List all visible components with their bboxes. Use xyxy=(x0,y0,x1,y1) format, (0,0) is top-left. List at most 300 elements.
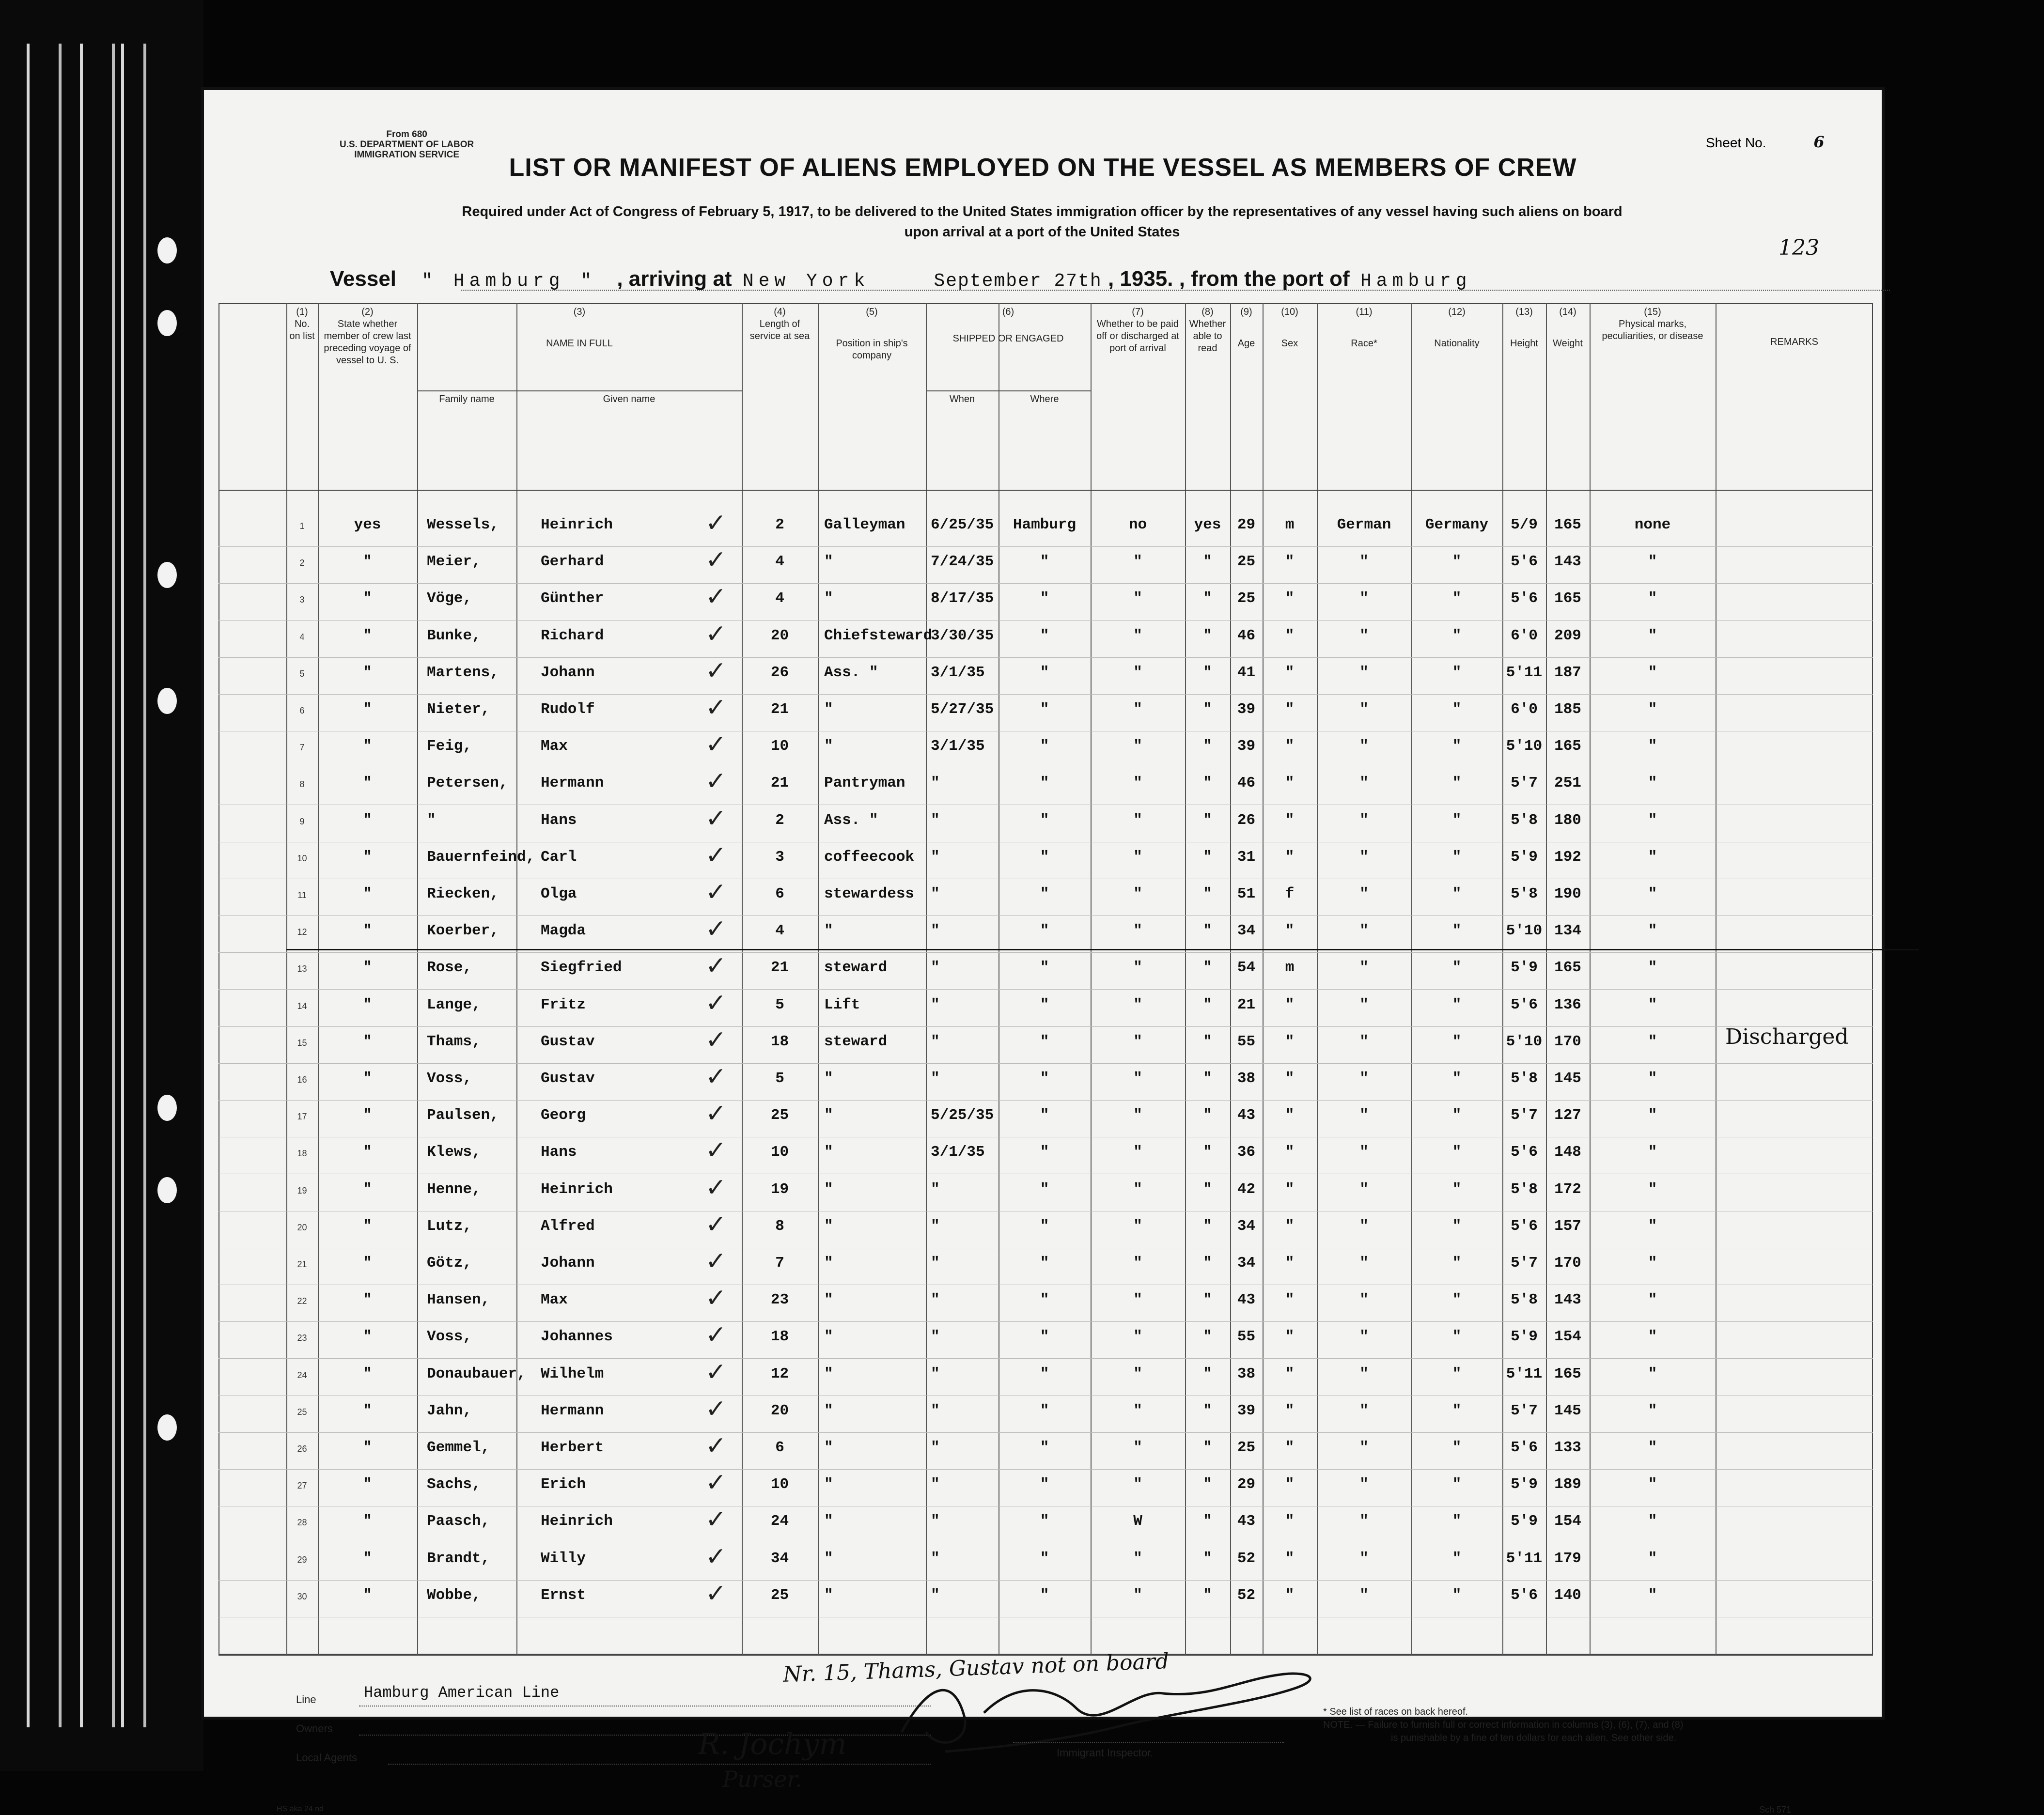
cell-paid: " xyxy=(1133,996,1142,1013)
cell-paid: " xyxy=(1133,1144,1142,1161)
cell-given: Gerhard xyxy=(541,553,604,570)
cell-paid: " xyxy=(1133,1476,1142,1493)
cell-given: Hermann xyxy=(541,775,604,791)
table-row xyxy=(204,1320,1888,1358)
cell-age: 38 xyxy=(1237,1365,1256,1382)
cell-sex: " xyxy=(1285,922,1295,939)
cell-nat: " xyxy=(1452,664,1462,681)
table-row xyxy=(204,622,1888,657)
cell-paid: " xyxy=(1133,1291,1142,1308)
table-row xyxy=(204,1247,1888,1285)
cell-where: " xyxy=(1040,1144,1049,1161)
cell-crew: " xyxy=(363,885,372,902)
cell-where: " xyxy=(1040,885,1049,902)
cell-nat: " xyxy=(1452,959,1462,976)
cell-when: 3/30/35 xyxy=(931,627,994,644)
cell-sex: m xyxy=(1285,516,1295,533)
header-height: (13) Height xyxy=(1510,307,1538,349)
cell-read: " xyxy=(1203,922,1212,939)
cell-when: " xyxy=(931,775,940,791)
punch-hole xyxy=(157,1414,177,1441)
cell-age: 41 xyxy=(1237,664,1256,681)
header-no: (1) No. on list xyxy=(289,307,315,341)
arrival-date: September 27th xyxy=(934,271,1102,292)
cell-read: " xyxy=(1203,1255,1212,1272)
cell-family: Thams, xyxy=(427,1033,481,1050)
local-agents-label: Local Agents xyxy=(296,1752,357,1764)
cell-given: Herbert xyxy=(541,1439,604,1456)
cell-crew: " xyxy=(363,627,372,644)
cell-height: 5'6 xyxy=(1511,1218,1538,1235)
cell-paid: " xyxy=(1133,1587,1142,1604)
punch-hole xyxy=(157,1095,177,1121)
cell-position: " xyxy=(824,701,833,718)
cell-family: Martens, xyxy=(427,664,499,681)
cell-height: 5'9 xyxy=(1511,1476,1538,1493)
cell-where: " xyxy=(1040,1402,1049,1419)
arrival-port: New York xyxy=(742,271,870,292)
binder-edge xyxy=(0,0,203,1771)
cell-given: Heinrich xyxy=(541,516,613,533)
cell-read: " xyxy=(1203,1144,1212,1161)
cell-given: Gustav xyxy=(541,1070,595,1087)
cell-position: " xyxy=(824,1107,833,1124)
cell-family: Riecken, xyxy=(427,885,499,902)
cell-service: 5 xyxy=(775,996,784,1013)
sheet-number-value: 6 xyxy=(1813,133,1825,151)
cell-position: Ass. " xyxy=(824,812,878,829)
cell-family: Klews, xyxy=(427,1144,481,1161)
table-row xyxy=(204,989,1888,1026)
cell-age: 43 xyxy=(1237,1513,1256,1530)
cell-age: 34 xyxy=(1237,1255,1256,1272)
table-row xyxy=(204,1397,1888,1432)
cell-paid: W xyxy=(1133,1513,1142,1530)
cell-sex: " xyxy=(1285,812,1295,829)
cell-sex: " xyxy=(1285,1439,1295,1456)
cell-nat: " xyxy=(1452,1255,1462,1272)
cell-when: " xyxy=(931,1070,940,1087)
cell-where: " xyxy=(1040,1365,1049,1382)
cell-height: 5'8 xyxy=(1511,1181,1538,1198)
cell-given: Gustav xyxy=(541,1033,595,1050)
cell-when: " xyxy=(931,1439,940,1456)
cell-height: 5'6 xyxy=(1511,590,1538,607)
cell-position: " xyxy=(824,1255,833,1272)
cell-where: " xyxy=(1040,922,1049,939)
cell-paid: " xyxy=(1133,553,1142,570)
cell-marks: " xyxy=(1648,1328,1657,1345)
cell-given: Hans xyxy=(541,812,577,829)
cell-age: 46 xyxy=(1237,775,1256,791)
vessel-name: " Hamburg " xyxy=(421,271,597,292)
check-mark: ✓ xyxy=(705,1210,727,1239)
cell-marks: " xyxy=(1648,812,1657,829)
cell-position: " xyxy=(824,1144,833,1161)
cell-race: " xyxy=(1359,959,1369,976)
cell-where: " xyxy=(1040,1181,1049,1198)
department-name: U.S. DEPARTMENT OF LABOR xyxy=(340,139,474,150)
cell-race: " xyxy=(1359,1402,1369,1419)
cell-nat: " xyxy=(1452,1291,1462,1308)
cell-age: 39 xyxy=(1237,701,1256,718)
cell-position: " xyxy=(824,553,833,570)
cell-crew: " xyxy=(363,959,372,976)
cell-height: 5'6 xyxy=(1511,553,1538,570)
cell-nat: " xyxy=(1452,1550,1462,1567)
cell-sex: " xyxy=(1285,1144,1295,1161)
cell-race: " xyxy=(1359,1070,1369,1087)
cell-given: Olga xyxy=(541,885,577,902)
cell-crew: " xyxy=(363,553,372,570)
header-sex: (10) Sex xyxy=(1281,307,1298,349)
cell-height: 5'11 xyxy=(1506,1550,1543,1567)
cell-where: " xyxy=(1040,1218,1049,1235)
table-row xyxy=(204,545,1888,583)
cell-crew: " xyxy=(363,1255,372,1272)
cell-no: 2 xyxy=(299,558,305,568)
cell-read: " xyxy=(1203,775,1212,791)
check-mark: ✓ xyxy=(705,620,727,649)
cell-weight: 127 xyxy=(1554,1107,1581,1124)
cell-read: " xyxy=(1203,664,1212,681)
cell-family: Voss, xyxy=(427,1328,472,1345)
cell-read: " xyxy=(1203,738,1212,755)
cell-family: Lange, xyxy=(427,996,481,1013)
cell-where: Hamburg xyxy=(1013,516,1077,533)
cell-given: Max xyxy=(541,1291,568,1308)
cell-when: " xyxy=(931,1255,940,1272)
page-title: LIST OR MANIFEST OF ALIENS EMPLOYED ON THE VESSEL AS MEMBERS OF CREW xyxy=(509,154,1577,182)
cell-no: 10 xyxy=(297,853,307,863)
cell-marks: " xyxy=(1648,922,1657,939)
cell-paid: " xyxy=(1133,1550,1142,1567)
cell-marks: " xyxy=(1648,1476,1657,1493)
cell-paid: " xyxy=(1133,1365,1142,1382)
cell-race: " xyxy=(1359,1218,1369,1235)
cell-family: Meier, xyxy=(427,553,481,570)
check-mark: ✓ xyxy=(705,804,727,833)
header-paid-off: (7) Whether to be paid off or discharged at port of arrival xyxy=(1096,307,1179,354)
cell-no: 22 xyxy=(297,1296,307,1306)
cell-race: " xyxy=(1359,812,1369,829)
cell-sex: " xyxy=(1285,1070,1295,1087)
vessel-line: Vessel " Hamburg " , arriving at New York September 27th , 1935. , from the port of Hamburg xyxy=(330,267,1472,292)
header-shipped: (6) SHIPPED OR ENGAGED xyxy=(952,307,1064,344)
cell-weight: 154 xyxy=(1554,1513,1581,1530)
cell-where: " xyxy=(1040,1550,1049,1567)
cell-service: 26 xyxy=(770,664,789,681)
cell-nat: " xyxy=(1452,1144,1462,1161)
table-row xyxy=(204,1468,1888,1506)
cell-crew: " xyxy=(363,664,372,681)
cell-where: " xyxy=(1040,996,1049,1013)
cell-family: Bauernfeind, xyxy=(427,849,535,866)
cell-no: 21 xyxy=(297,1259,307,1269)
cell-no: 6 xyxy=(299,706,305,715)
cell-given: Hermann xyxy=(541,1402,604,1419)
cell-height: 5'11 xyxy=(1506,664,1543,681)
cell-nat: " xyxy=(1452,590,1462,607)
cell-race: " xyxy=(1359,701,1369,718)
cell-paid: " xyxy=(1133,885,1142,902)
cell-sex: " xyxy=(1285,590,1295,607)
table-row xyxy=(204,1542,1888,1580)
table-row xyxy=(204,730,1888,768)
cell-no: 1 xyxy=(299,521,305,531)
cell-paid: " xyxy=(1133,1033,1142,1050)
header-given-name: Given name xyxy=(603,394,655,404)
cell-given: Heinrich xyxy=(541,1513,613,1530)
cell-service: 10 xyxy=(770,1476,789,1493)
cell-given: Wilhelm xyxy=(541,1365,604,1382)
cell-when: " xyxy=(931,1365,940,1382)
cell-race: " xyxy=(1359,1181,1369,1198)
cell-weight: 148 xyxy=(1554,1144,1581,1161)
cell-position: Pantryman xyxy=(824,775,905,791)
cell-crew: " xyxy=(363,775,372,791)
check-mark: ✓ xyxy=(705,841,727,870)
cell-when: 8/17/35 xyxy=(931,590,994,607)
header-age: (9) Age xyxy=(1237,307,1255,349)
cell-when: 6/25/35 xyxy=(931,516,994,533)
cell-height: 5'9 xyxy=(1511,1513,1538,1530)
cell-read: " xyxy=(1203,812,1212,829)
cell-service: 5 xyxy=(775,1070,784,1087)
cell-nat: " xyxy=(1452,885,1462,902)
cell-crew: " xyxy=(363,1365,372,1382)
cell-service: 20 xyxy=(770,627,789,644)
cell-crew: " xyxy=(363,1291,372,1308)
cell-family: Götz, xyxy=(427,1255,472,1272)
cell-height: 5'10 xyxy=(1506,922,1543,939)
cell-age: 42 xyxy=(1237,1181,1256,1198)
cell-service: 8 xyxy=(775,1218,784,1235)
cell-where: " xyxy=(1040,1255,1049,1272)
check-mark: ✓ xyxy=(705,509,727,538)
cell-service: 10 xyxy=(770,738,789,755)
cell-service: 18 xyxy=(770,1328,789,1345)
header-physical-marks: (15) Physical marks, peculiarities, or disease xyxy=(1602,307,1703,341)
cell-position: Galleyman xyxy=(824,516,905,533)
cell-marks: " xyxy=(1648,1439,1657,1456)
cell-no: 5 xyxy=(299,669,305,679)
cell-crew: " xyxy=(363,1070,372,1087)
cell-read: " xyxy=(1203,1291,1212,1308)
cell-when: " xyxy=(931,849,940,866)
punch-hole xyxy=(157,1177,177,1203)
cell-family: Feig, xyxy=(427,738,472,755)
cell-marks: " xyxy=(1648,590,1657,607)
cell-family: Sachs, xyxy=(427,1476,481,1493)
cell-age: 29 xyxy=(1237,1476,1256,1493)
cell-when: 7/24/35 xyxy=(931,553,994,570)
cell-paid: " xyxy=(1133,812,1142,829)
cell-nat: " xyxy=(1452,1070,1462,1087)
cell-where: " xyxy=(1040,849,1049,866)
cell-race: " xyxy=(1359,1513,1369,1530)
table-row xyxy=(204,1210,1888,1248)
cell-sex: " xyxy=(1285,1513,1295,1530)
cell-family: Voss, xyxy=(427,1070,472,1087)
cell-given: Erich xyxy=(541,1476,586,1493)
cell-crew: " xyxy=(363,1550,372,1567)
cell-when: " xyxy=(931,1181,940,1198)
cell-service: 24 xyxy=(770,1513,789,1530)
cell-race: " xyxy=(1359,996,1369,1013)
page-subtitle: Required under Act of Congress of February 5, 1917, to be delivered to the United States immigration officer by the representatives of any vessel having such aliens on board upon arrival at a port of the United States xyxy=(462,204,1623,240)
check-mark: ✓ xyxy=(705,582,727,611)
cell-paid: " xyxy=(1133,1181,1142,1198)
cell-when: " xyxy=(931,1476,940,1493)
cell-age: 43 xyxy=(1237,1107,1256,1124)
cell-position: " xyxy=(824,1218,833,1235)
cell-when: " xyxy=(931,1328,940,1345)
table-row xyxy=(204,509,1888,546)
header-position: (5) Position in ship's company xyxy=(836,307,908,361)
cell-service: 12 xyxy=(770,1365,789,1382)
cell-service: 2 xyxy=(775,516,784,533)
cell-service: 4 xyxy=(775,922,784,939)
cell-marks: " xyxy=(1648,1365,1657,1382)
check-mark: ✓ xyxy=(705,1099,727,1128)
cell-race: " xyxy=(1359,1144,1369,1161)
purser-label: Purser. xyxy=(722,1766,802,1792)
cell-paid: " xyxy=(1133,1218,1142,1235)
cell-weight: 133 xyxy=(1554,1439,1581,1456)
cell-read: " xyxy=(1203,1402,1212,1419)
cell-age: 52 xyxy=(1237,1587,1256,1604)
strike-line xyxy=(286,949,1919,950)
cell-read: " xyxy=(1203,1070,1212,1087)
check-mark: ✓ xyxy=(705,1136,727,1165)
cell-read: " xyxy=(1203,959,1212,976)
cell-nat: " xyxy=(1452,738,1462,755)
cell-service: 6 xyxy=(775,1439,784,1456)
cell-service: 7 xyxy=(775,1255,784,1272)
cell-sex: " xyxy=(1285,996,1295,1013)
cell-position: " xyxy=(824,1181,833,1198)
cell-paid: " xyxy=(1133,738,1142,755)
cell-paid: " xyxy=(1133,922,1142,939)
check-mark: ✓ xyxy=(705,730,727,759)
cell-when: 3/1/35 xyxy=(931,664,985,681)
cell-sex: " xyxy=(1285,775,1295,791)
cell-family: Donaubauer, xyxy=(427,1365,526,1382)
cell-position: " xyxy=(824,1291,833,1308)
purser-signature: R. Jochym xyxy=(698,1727,847,1761)
cell-paid: " xyxy=(1133,849,1142,866)
cell-weight: 143 xyxy=(1554,553,1581,570)
cell-weight: 192 xyxy=(1554,849,1581,866)
inspector-label: Immigrant Inspector. xyxy=(1057,1747,1154,1759)
cell-where: " xyxy=(1040,701,1049,718)
cell-where: " xyxy=(1040,738,1049,755)
departure-port: Hamburg xyxy=(1360,271,1472,292)
page-number: 123 xyxy=(1779,235,1819,260)
header-family-name: Family name xyxy=(439,394,495,404)
cell-height: 5'9 xyxy=(1511,959,1538,976)
cell-age: 55 xyxy=(1237,1328,1256,1345)
cell-read: " xyxy=(1203,1365,1212,1382)
cell-service: 2 xyxy=(775,812,784,829)
cell-service: 10 xyxy=(770,1144,789,1161)
check-mark: ✓ xyxy=(705,1284,727,1313)
cell-age: 54 xyxy=(1237,959,1256,976)
table-row xyxy=(204,841,1888,879)
check-mark: ✓ xyxy=(705,1358,727,1387)
footer-notes xyxy=(1323,1706,1684,1745)
table-row xyxy=(204,1062,1888,1100)
table-row xyxy=(204,582,1888,620)
table-row xyxy=(204,767,1888,805)
cell-nat: " xyxy=(1452,701,1462,718)
table-row xyxy=(204,1099,1888,1137)
cell-crew: " xyxy=(363,1107,372,1124)
check-mark: ✓ xyxy=(705,545,727,574)
cell-crew: " xyxy=(363,738,372,755)
cell-marks: " xyxy=(1648,959,1657,976)
cell-read: " xyxy=(1203,1587,1212,1604)
cell-no: 23 xyxy=(297,1333,307,1343)
cell-given: Fritz xyxy=(541,996,586,1013)
cell-age: 43 xyxy=(1237,1291,1256,1308)
table-row xyxy=(204,1579,1888,1617)
cell-weight: 179 xyxy=(1554,1550,1581,1567)
table-row xyxy=(204,917,1888,952)
cell-nat: " xyxy=(1452,1218,1462,1235)
cell-paid: " xyxy=(1133,959,1142,976)
cell-service: 25 xyxy=(770,1107,789,1124)
check-mark: ✓ xyxy=(705,693,727,722)
cell-when: 5/27/35 xyxy=(931,701,994,718)
cell-marks: " xyxy=(1648,627,1657,644)
cell-sex: " xyxy=(1285,627,1295,644)
cell-age: 39 xyxy=(1237,738,1256,755)
cell-given: Heinrich xyxy=(541,1181,613,1198)
cell-height: 5'11 xyxy=(1506,1365,1543,1382)
check-mark: ✓ xyxy=(705,656,727,685)
cell-no: 11 xyxy=(297,890,307,900)
cell-when: " xyxy=(931,1513,940,1530)
table-row xyxy=(204,878,1888,915)
cell-weight: 170 xyxy=(1554,1033,1581,1050)
cell-age: 51 xyxy=(1237,885,1256,902)
cell-service: 4 xyxy=(775,553,784,570)
cell-crew: " xyxy=(363,1587,372,1604)
cell-read: " xyxy=(1203,1107,1212,1124)
cell-height: 5'8 xyxy=(1511,1291,1538,1308)
cell-marks: " xyxy=(1648,775,1657,791)
form-code-right: Sch 571 xyxy=(1759,1805,1792,1815)
check-mark: ✓ xyxy=(705,1173,727,1202)
cell-paid: no xyxy=(1128,516,1147,533)
cell-no: 15 xyxy=(297,1038,307,1048)
cell-nat: Germany xyxy=(1425,516,1489,533)
punch-hole xyxy=(157,688,177,714)
cell-when: " xyxy=(931,1402,940,1419)
cell-where: " xyxy=(1040,590,1049,607)
cell-no: 25 xyxy=(297,1407,307,1417)
cell-family: Nieter, xyxy=(427,701,490,718)
cell-family: Wessels, xyxy=(427,516,499,533)
cell-crew: " xyxy=(363,1402,372,1419)
cell-crew: " xyxy=(363,1181,372,1198)
cell-when: " xyxy=(931,1218,940,1235)
cell-given: Siegfried xyxy=(541,959,622,976)
cell-weight: 154 xyxy=(1554,1328,1581,1345)
check-mark: ✓ xyxy=(705,767,727,796)
